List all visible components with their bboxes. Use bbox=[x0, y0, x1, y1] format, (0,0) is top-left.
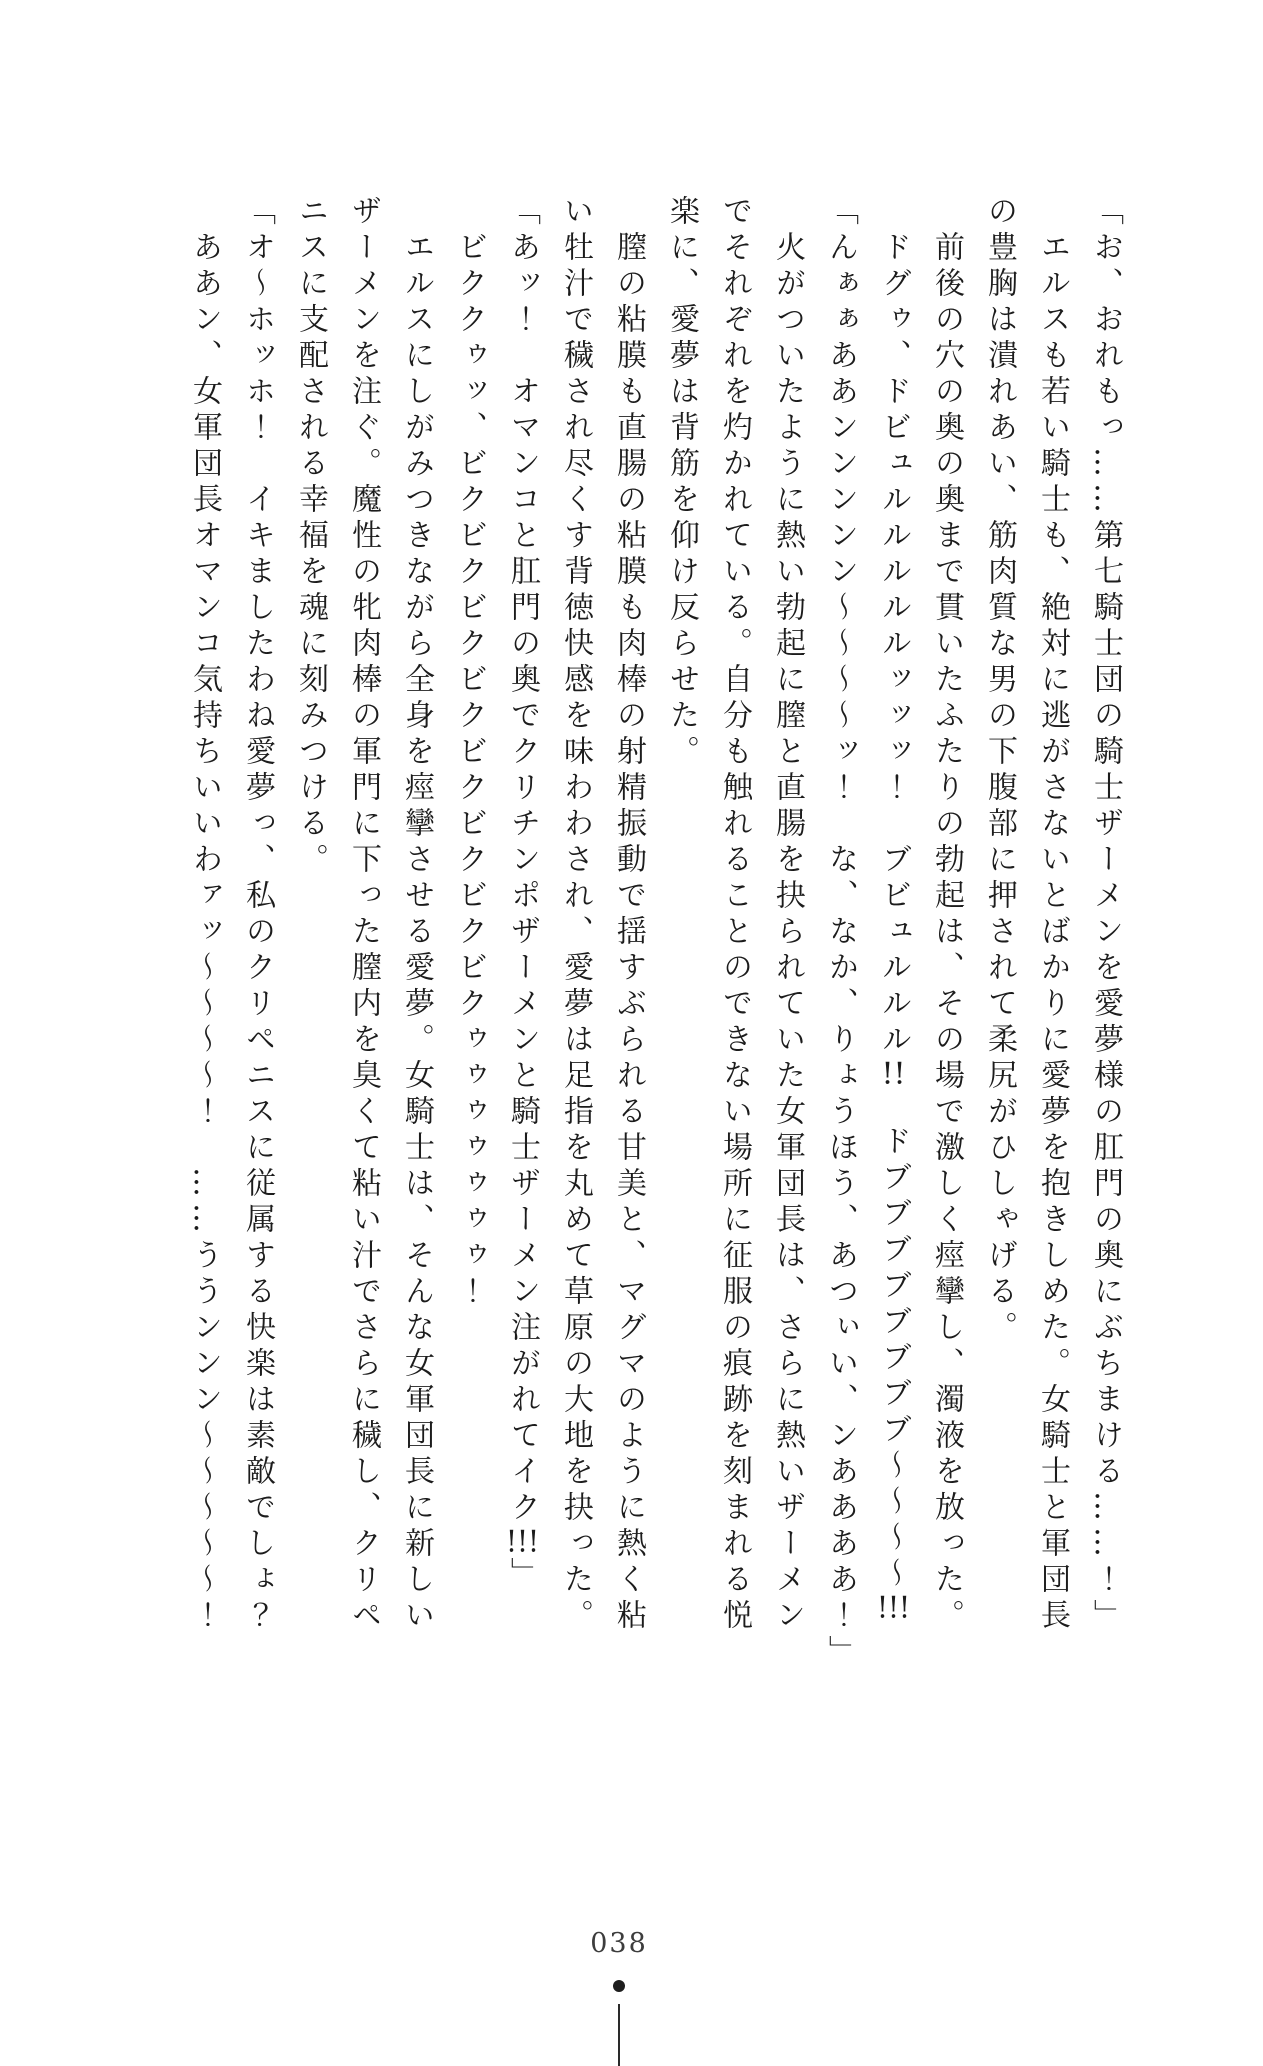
text-line bbox=[390, 195, 443, 1635]
text-segment: 」 bbox=[505, 1557, 540, 1593]
footer-dot-ornament bbox=[613, 1980, 625, 1992]
text-segment: 「あッ！ オマンコと肛門の奥でクリチンポザーメンと騎士ザーメン注がれてイク bbox=[505, 195, 540, 1527]
text-segment: ドブブブブブブブブ～～～～ bbox=[876, 1089, 911, 1593]
text-line bbox=[973, 195, 1026, 1635]
text-line bbox=[1079, 195, 1132, 1635]
text-line bbox=[602, 195, 655, 1635]
text-line bbox=[337, 195, 390, 1635]
text-segment: エルスも若い騎士も、絶対に逃がさないとばかりに愛夢を抱きしめた。女騎士と軍団長 bbox=[1035, 231, 1070, 1635]
vertical-text-block bbox=[178, 195, 1132, 1671]
text-line bbox=[549, 195, 602, 1635]
page-number: 038 bbox=[590, 1928, 648, 1959]
text-segment: 「お、おれもっ……第七騎士団の騎士ザーメンを愛夢様の肛門の奥にぶちまける……！」 bbox=[1088, 195, 1123, 1635]
tate-chu-yoko-segment: !!! bbox=[877, 1593, 910, 1623]
text-segment: ああン、女軍団長オマンコ気持ちいいわァッ～～～～！ ……ううンンン～～～～～！ bbox=[187, 231, 222, 1635]
text-line bbox=[814, 195, 867, 1671]
text-line bbox=[284, 195, 337, 1635]
text-segment: 膣の粘膜も直腸の粘膜も肉棒の射精振動で揺すぶられる甘美と、マグマのように熱く粘 bbox=[611, 231, 646, 1635]
text-segment: 「オ～ホッホ！ イキましたわね愛夢っ、私のクリペニスに従属する快楽は素敵でしょ？ bbox=[240, 195, 275, 1635]
text-segment: でそれぞれを灼かれている。自分も触れることのできない場所に征服の痕跡を刻まれる悦 bbox=[717, 195, 752, 1635]
footer-rule-ornament bbox=[618, 2004, 620, 2066]
text-segment: 前後の穴の奥の奥まで貫いたふたりの勃起は、その場で激しく痙攣し、濁液を放った。 bbox=[929, 231, 964, 1635]
text-segment: ドグゥ、ドビュルルルルルッッッ！ ブビュルルル bbox=[876, 231, 911, 1059]
text-line bbox=[761, 195, 814, 1635]
text-line bbox=[655, 195, 708, 1635]
text-segment: ザーメンを注ぐ。魔性の牝肉棒の軍門に下った膣内を臭くて粘い汁でさらに穢し、クリペ bbox=[346, 195, 381, 1635]
text-segment: ビククゥッ、ビクビクビクビクビクビクビクビクゥゥゥゥゥゥゥ！ bbox=[452, 231, 487, 1311]
text-segment: 火がついたように熱い勃起に膣と直腸を抉られていた女軍団長は、さらに熱いザーメン bbox=[770, 231, 805, 1635]
text-segment: ニスに支配される幸福を魂に刻みつける。 bbox=[293, 195, 328, 879]
text-line bbox=[496, 195, 549, 1635]
text-segment: 「んぁぁああンンンンン～～～～ッ！ な、なか、りょうほう、あつぃい、ンああああ！」 bbox=[823, 195, 858, 1671]
text-line bbox=[231, 195, 284, 1635]
text-line bbox=[443, 195, 496, 1635]
text-line bbox=[708, 195, 761, 1635]
text-line bbox=[1026, 195, 1079, 1635]
tate-chu-yoko-segment: !! bbox=[881, 1059, 906, 1089]
text-line bbox=[920, 195, 973, 1635]
text-line bbox=[178, 195, 231, 1635]
tate-chu-yoko-segment: !!! bbox=[506, 1527, 539, 1557]
text-segment: い牡汁で穢され尽くす背徳快感を味わわされ、愛夢は足指を丸めて草原の大地を抉った。 bbox=[558, 195, 593, 1635]
text-segment: の豊胸は潰れあい、筋肉質な男の下腹部に押されて柔尻がひしゃげる。 bbox=[982, 195, 1017, 1347]
text-segment: 楽に、愛夢は背筋を仰け反らせた。 bbox=[664, 195, 699, 771]
text-line bbox=[867, 195, 920, 1635]
text-segment: エルスにしがみつきながら全身を痙攣させる愛夢。女騎士は、そんな女軍団長に新しい bbox=[399, 231, 434, 1635]
